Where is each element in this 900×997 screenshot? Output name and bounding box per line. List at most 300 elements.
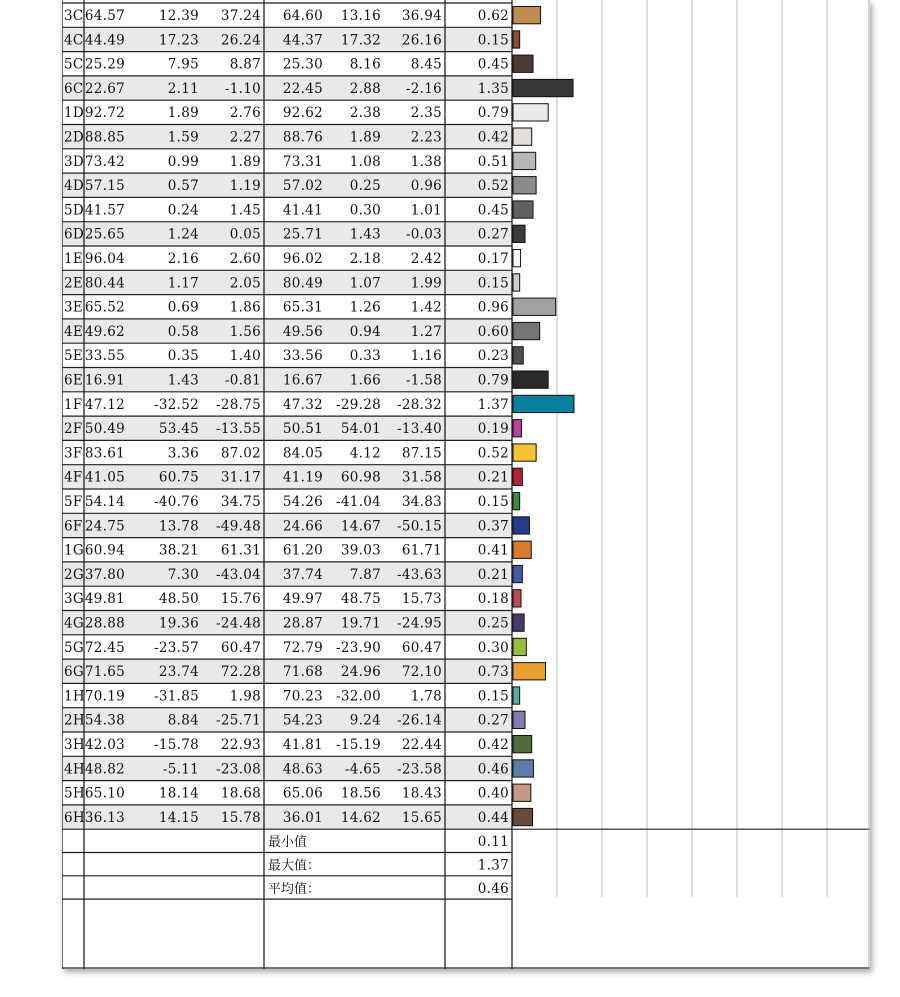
row-id: 2G: [64, 566, 84, 583]
row-id: 3C: [64, 8, 84, 24]
bar-4G: [513, 614, 524, 631]
row-id: 6F: [64, 518, 83, 535]
cell-b2: 2.42: [410, 251, 442, 267]
cell-b1: -1.10: [224, 80, 261, 97]
cell-b1: 15.78: [220, 809, 261, 826]
cell-a2: 17.32: [340, 32, 381, 49]
cell-b2: 61.71: [401, 542, 442, 559]
cell-a1: 38.21: [158, 542, 199, 559]
cell-l1: 47.12: [84, 396, 125, 413]
row-id: 4C: [64, 32, 84, 49]
summary-value: 0.11: [477, 834, 509, 851]
cell-b1: 26.24: [220, 32, 261, 49]
cell-b1: 31.17: [220, 469, 261, 486]
cell-l2: 88.76: [282, 129, 323, 146]
cell-de: 0.27: [477, 226, 509, 243]
row-id: 5F: [64, 494, 83, 510]
cell-l2: 73.31: [282, 153, 323, 170]
bar-4E: [513, 322, 540, 339]
bar-6G: [513, 663, 545, 680]
bar-3D: [513, 152, 536, 169]
bar-1G: [513, 541, 531, 558]
cell-b2: 2.35: [410, 105, 442, 122]
cell-b2: -50.15: [396, 518, 442, 535]
cell-a2: -41.04: [335, 494, 381, 510]
cell-a2: -15.19: [335, 737, 381, 753]
cell-l2: 80.49: [282, 275, 323, 292]
cell-a1: 7.95: [167, 56, 199, 73]
cell-de: 0.17: [477, 251, 509, 267]
cell-b2: 87.15: [401, 445, 442, 462]
cell-b1: -24.48: [215, 615, 261, 632]
cell-l1: 54.38: [84, 712, 125, 729]
cell-a1: 17.23: [158, 32, 199, 49]
cell-l2: 16.67: [282, 372, 323, 389]
bar-5H: [513, 784, 531, 801]
cell-a1: 1.43: [167, 372, 199, 389]
cell-l1: 49.81: [84, 591, 125, 608]
cell-l1: 28.88: [84, 615, 125, 632]
cell-l1: 49.62: [84, 323, 125, 340]
bar-6E: [513, 371, 548, 388]
cell-l2: 54.26: [282, 494, 323, 510]
row-id: 2D: [64, 129, 85, 146]
cell-b1: -0.81: [224, 372, 261, 389]
cell-a1: 18.14: [158, 785, 199, 802]
cell-l2: 28.87: [282, 615, 323, 632]
bar-4F: [513, 468, 522, 485]
cell-b1: 1.98: [229, 688, 261, 705]
cell-l2: 36.01: [282, 809, 323, 826]
cell-b2: 1.27: [410, 323, 442, 340]
cell-b1: 34.75: [220, 494, 261, 510]
cell-a1: 60.75: [158, 469, 199, 486]
cell-b2: 1.99: [410, 275, 442, 292]
cell-l2: 61.20: [282, 542, 323, 559]
cell-a2: 13.16: [340, 8, 381, 24]
cell-a2: 1.07: [349, 275, 381, 292]
cell-a2: -32.00: [335, 688, 381, 705]
cell-a2: 24.96: [340, 664, 381, 681]
cell-l2: 84.05: [282, 445, 323, 462]
cell-b1: -25.71: [215, 712, 261, 729]
cell-de: 0.45: [477, 56, 509, 73]
bar-1E: [513, 250, 521, 267]
cell-a2: -4.65: [344, 761, 381, 778]
row-id: 3G: [64, 591, 84, 608]
cell-a1: 12.39: [158, 8, 199, 24]
cell-l2: 33.56: [282, 348, 323, 365]
cell-b1: 2.60: [229, 251, 261, 267]
cell-a2: 1.66: [349, 372, 381, 389]
cell-de: 0.37: [477, 518, 509, 535]
cell-b1: 61.31: [220, 542, 261, 559]
cell-b1: 1.19: [229, 178, 261, 195]
row-id: 3H: [64, 737, 85, 753]
cell-a2: 7.87: [349, 566, 381, 583]
cell-l1: 42.03: [84, 737, 125, 753]
cell-de: 1.35: [477, 80, 509, 97]
cell-de: 0.19: [477, 421, 509, 438]
cell-l1: 50.49: [84, 421, 125, 438]
row-id: 3F: [64, 445, 83, 462]
cell-de: 0.42: [477, 129, 509, 146]
cell-b1: 2.05: [229, 275, 261, 292]
row-id: 5C: [64, 56, 84, 73]
cell-b2: 1.16: [410, 348, 442, 365]
row-id: 1E: [64, 251, 84, 267]
cell-a2: 48.75: [340, 591, 381, 608]
bar-3C: [513, 7, 541, 24]
cell-b1: -23.08: [215, 761, 261, 778]
cell-l1: 37.80: [84, 566, 125, 583]
bar-3F: [513, 444, 536, 461]
cell-b2: 1.38: [410, 153, 442, 170]
row-id: 5H: [64, 785, 85, 802]
cell-b1: -49.48: [215, 518, 261, 535]
row-id: 1H: [64, 688, 85, 705]
row-id: 6H: [64, 809, 85, 826]
cell-de: 0.46: [477, 761, 509, 778]
cell-de: 0.15: [477, 688, 509, 705]
cell-l1: 44.49: [84, 32, 125, 49]
cell-b1: 1.86: [229, 299, 261, 316]
cell-l1: 65.10: [84, 785, 125, 802]
cell-l1: 71.65: [84, 664, 125, 681]
cell-b1: 1.40: [229, 348, 261, 365]
cell-l2: 41.41: [282, 202, 323, 219]
cell-a2: -23.90: [335, 639, 381, 656]
cell-l2: 72.79: [282, 639, 323, 656]
cell-a2: -29.28: [335, 396, 381, 413]
cell-de: 0.30: [477, 639, 509, 656]
summary-value: 0.46: [477, 880, 509, 897]
cell-l1: 25.29: [84, 56, 125, 73]
cell-a1: 3.36: [167, 445, 199, 462]
cell-b1: 60.47: [220, 639, 261, 656]
cell-a2: 8.16: [349, 56, 381, 73]
cell-l1: 70.19: [84, 688, 125, 705]
cell-b1: 22.93: [220, 737, 261, 753]
row-id: 6C: [64, 80, 84, 97]
cell-b1: -43.04: [215, 566, 261, 583]
cell-b2: 8.45: [410, 56, 442, 73]
cell-l2: 96.02: [282, 251, 323, 267]
cell-b2: -13.40: [396, 421, 442, 438]
cell-de: 0.96: [477, 299, 509, 316]
cell-l2: 37.74: [282, 566, 323, 583]
cell-l1: 41.05: [84, 469, 125, 486]
cell-b2: -26.14: [396, 712, 442, 729]
cell-l2: 70.23: [282, 688, 323, 705]
cell-l1: 92.72: [84, 105, 125, 122]
cell-b1: 72.28: [220, 664, 261, 681]
cell-a1: 53.45: [158, 421, 199, 438]
bar-4H: [513, 760, 533, 777]
cell-a1: 0.58: [167, 323, 199, 340]
cell-b2: -0.03: [405, 226, 442, 243]
cell-b1: 15.76: [220, 591, 261, 608]
cell-b2: 15.65: [401, 809, 442, 826]
cell-b2: 60.47: [401, 639, 442, 656]
cell-b1: -13.55: [215, 421, 261, 438]
row-id: 1G: [64, 542, 84, 559]
bar-5E: [513, 347, 523, 364]
bar-1D: [513, 104, 548, 121]
cell-a1: 1.17: [167, 275, 199, 292]
cell-l2: 92.62: [282, 105, 323, 122]
bar-6C: [513, 79, 573, 96]
cell-de: 0.15: [477, 275, 509, 292]
row-id: 6E: [64, 372, 84, 389]
cell-l2: 54.23: [282, 712, 323, 729]
cell-l1: 96.04: [84, 251, 125, 267]
cell-b1: 8.87: [229, 56, 261, 73]
cell-a1: 2.11: [167, 80, 199, 97]
cell-l1: 60.94: [84, 542, 125, 559]
summary-value: 1.37: [477, 857, 509, 874]
cell-a1: -15.78: [153, 737, 199, 753]
cell-b2: -28.32: [396, 396, 442, 413]
bar-5C: [513, 55, 533, 72]
row-id: 4G: [64, 615, 84, 632]
bar-6F: [513, 517, 529, 534]
cell-a1: 7.30: [167, 566, 199, 583]
cell-a1: 13.78: [158, 518, 199, 535]
bar-1H: [513, 687, 520, 704]
cell-b2: -2.16: [405, 80, 442, 97]
table-canvas: [62, 0, 870, 969]
cell-l1: 73.42: [84, 153, 125, 170]
cell-a1: -32.52: [153, 396, 199, 413]
row-id: 5D: [64, 202, 85, 219]
summary-label: 最大值：: [268, 858, 321, 874]
cell-l2: 65.31: [282, 299, 323, 316]
cell-l2: 24.66: [282, 518, 323, 535]
cell-b2: 34.83: [401, 494, 442, 510]
cell-b1: 2.27: [229, 129, 261, 146]
summary-label: 最小值: [268, 835, 308, 851]
cell-b2: 26.16: [401, 32, 442, 49]
cell-de: 0.62: [477, 8, 509, 24]
bar-3G: [513, 590, 521, 607]
cell-l1: 48.82: [84, 761, 125, 778]
cell-a2: 0.25: [349, 178, 381, 195]
cell-a1: 1.89: [167, 105, 199, 122]
row-id: 6D: [64, 226, 85, 243]
bar-6D: [513, 225, 525, 242]
cell-a2: 14.62: [340, 809, 381, 826]
row-id: 6G: [64, 664, 84, 681]
row-id: 4F: [64, 469, 83, 486]
cell-de: 0.41: [477, 542, 509, 559]
cell-de: 0.15: [477, 494, 509, 510]
cell-b2: 1.42: [410, 299, 442, 316]
cell-l2: 25.30: [282, 56, 323, 73]
cell-b2: -23.58: [396, 761, 442, 778]
cell-a2: 1.08: [349, 153, 381, 170]
cell-l2: 48.63: [282, 761, 323, 778]
cell-a2: 9.24: [349, 712, 381, 729]
cell-l2: 49.97: [282, 591, 323, 608]
cell-l1: 33.55: [84, 348, 125, 365]
cell-l1: 41.57: [84, 202, 125, 219]
row-id: 2F: [64, 421, 83, 438]
cell-de: 0.52: [477, 445, 509, 462]
cell-a1: -5.11: [162, 761, 199, 778]
bar-5G: [513, 638, 526, 655]
cell-b2: 72.10: [401, 664, 442, 681]
cell-l2: 64.60: [282, 8, 323, 24]
row-id: 1D: [64, 105, 85, 122]
bar-2E: [513, 274, 520, 291]
cell-l1: 72.45: [84, 639, 125, 656]
cell-a1: 1.24: [167, 226, 199, 243]
cell-de: 0.73: [477, 664, 509, 681]
cell-b2: 1.01: [410, 202, 442, 219]
cell-l2: 22.45: [282, 80, 323, 97]
summary-label: 平均值：: [268, 881, 321, 897]
cell-b1: 0.05: [229, 226, 261, 243]
cell-l1: 25.65: [84, 226, 125, 243]
cell-l1: 24.75: [84, 518, 125, 535]
bar-5F: [513, 493, 520, 510]
cell-b1: 2.76: [229, 105, 261, 122]
row-id: 4H: [64, 761, 85, 778]
cell-a2: 14.67: [340, 518, 381, 535]
cell-l2: 65.06: [282, 785, 323, 802]
cell-de: 0.21: [477, 469, 509, 486]
cell-l2: 41.19: [282, 469, 323, 486]
cell-b2: 31.58: [401, 469, 442, 486]
cell-a2: 18.56: [340, 785, 381, 802]
bar-3E: [513, 298, 556, 315]
cell-a2: 0.94: [349, 323, 381, 340]
cell-b1: -28.75: [215, 396, 261, 413]
cell-a2: 2.18: [349, 251, 381, 267]
bar-6H: [513, 808, 533, 825]
bar-2G: [513, 565, 522, 582]
cell-b2: 36.94: [401, 8, 442, 24]
cell-a2: 2.38: [349, 105, 381, 122]
cell-b1: 1.89: [229, 153, 261, 170]
cell-a1: 0.24: [167, 202, 199, 219]
cell-de: 0.27: [477, 712, 509, 729]
cell-b2: 15.73: [401, 591, 442, 608]
cell-a1: 0.35: [167, 348, 199, 365]
cell-l1: 83.61: [84, 445, 125, 462]
cell-a1: 8.84: [167, 712, 199, 729]
cell-a2: 0.33: [349, 348, 381, 365]
cell-l1: 22.67: [84, 80, 125, 97]
cell-de: 0.25: [477, 615, 509, 632]
cell-de: 0.79: [477, 372, 509, 389]
cell-de: 0.60: [477, 323, 509, 340]
cell-a1: 1.59: [167, 129, 199, 146]
cell-a1: -40.76: [153, 494, 199, 510]
cell-b1: 1.56: [229, 323, 261, 340]
row-id: 4E: [64, 323, 84, 340]
cell-l1: 80.44: [84, 275, 125, 292]
cell-a2: 2.88: [349, 80, 381, 97]
cell-de: 0.51: [477, 153, 509, 170]
cell-de: 0.42: [477, 737, 509, 753]
cell-de: 1.37: [477, 396, 509, 413]
cell-b1: 87.02: [220, 445, 261, 462]
cell-a2: 39.03: [340, 542, 381, 559]
cell-l2: 25.71: [282, 226, 323, 243]
cell-a2: 0.30: [349, 202, 381, 219]
cell-l2: 41.81: [282, 737, 323, 753]
cell-a2: 1.89: [349, 129, 381, 146]
cell-b2: -1.58: [405, 372, 442, 389]
bar-2D: [513, 128, 532, 145]
cell-l2: 44.37: [282, 32, 323, 49]
cell-l1: 16.91: [84, 372, 125, 389]
row-id: 4D: [64, 178, 85, 195]
cell-a2: 60.98: [340, 469, 381, 486]
row-id: 2H: [64, 712, 85, 729]
cell-b2: 2.23: [410, 129, 442, 146]
cell-de: 0.18: [477, 591, 509, 608]
row-id: 2E: [64, 275, 84, 292]
cell-b2: -24.95: [396, 615, 442, 632]
row-id: 3D: [64, 153, 85, 170]
row-id: 5G: [64, 639, 84, 656]
cell-a1: 23.74: [158, 664, 199, 681]
cell-b2: 18.43: [401, 785, 442, 802]
cell-de: 0.45: [477, 202, 509, 219]
cell-a1: 0.57: [167, 178, 199, 195]
bar-2H: [513, 711, 525, 728]
bar-4C: [513, 31, 520, 48]
cell-l1: 64.57: [84, 8, 125, 24]
cell-a2: 4.12: [349, 445, 381, 462]
cell-a2: 54.01: [340, 421, 381, 438]
cell-b2: 1.78: [410, 688, 442, 705]
bar-4D: [513, 177, 536, 194]
cell-de: 0.79: [477, 105, 509, 122]
cell-de: 0.44: [477, 809, 509, 826]
bar-1F: [513, 395, 574, 412]
cell-a2: 19.71: [340, 615, 381, 632]
cell-l2: 71.68: [282, 664, 323, 681]
bar-2F: [513, 420, 521, 437]
cell-l2: 50.51: [282, 421, 323, 438]
cell-b1: 37.24: [220, 8, 261, 24]
cell-l1: 54.14: [84, 494, 125, 510]
cell-l1: 88.85: [84, 129, 125, 146]
cell-l1: 65.52: [84, 299, 125, 316]
cell-a1: 48.50: [158, 591, 199, 608]
cell-l1: 36.13: [84, 809, 125, 826]
row-id: 5E: [64, 348, 84, 365]
cell-b1: 18.68: [220, 785, 261, 802]
cell-b2: 0.96: [410, 178, 442, 195]
cell-a1: 19.36: [158, 615, 199, 632]
cell-de: 0.40: [477, 785, 509, 802]
cell-l2: 49.56: [282, 323, 323, 340]
cell-b2: -43.63: [396, 566, 442, 583]
cell-a1: -23.57: [153, 639, 199, 656]
cell-b2: 22.44: [401, 737, 442, 753]
cell-de: 0.52: [477, 178, 509, 195]
cell-l2: 57.02: [282, 178, 323, 195]
cell-de: 0.23: [477, 348, 509, 365]
cell-a1: 0.99: [167, 153, 199, 170]
cell-l1: 57.15: [84, 178, 125, 195]
cell-de: 0.21: [477, 566, 509, 583]
